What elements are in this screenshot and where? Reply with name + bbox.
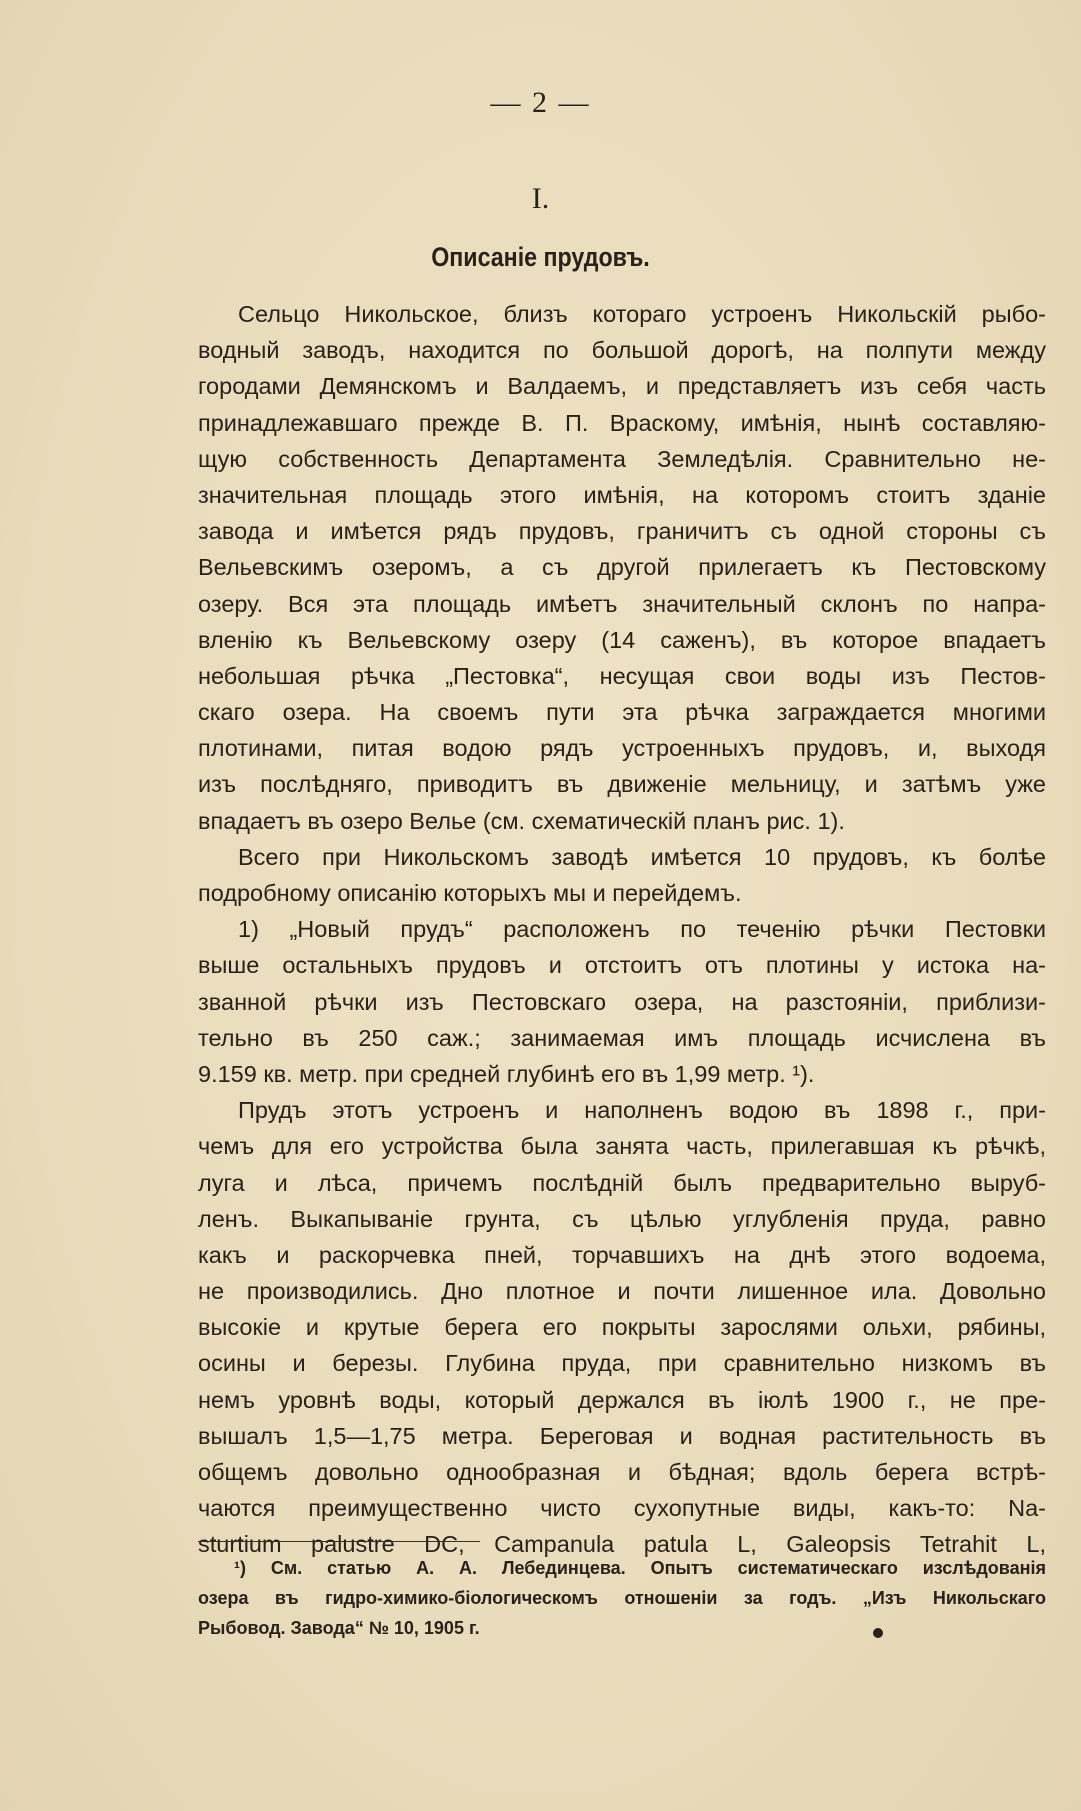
body-line: вышалъ 1,5—1,75 метра. Береговая и водная растительность въ (198, 1422, 1046, 1449)
footnote-line: озера въ гидро-химико-біологическомъ отношеніи за годъ. „Изъ Никольскаго (198, 1588, 1046, 1608)
body-line: ленъ. Выкапываніе грунта, съ цѣлью углубленія пруда, равно (198, 1205, 1046, 1232)
body-line: небольшая рѣчка „Пестовка“, несущая свои воды изъ Пестов- (198, 662, 1046, 689)
body-line: выше остальныхъ прудовъ и отстоитъ отъ плотины у истока на- (198, 952, 1046, 979)
body-line: подробному описанію которыхъ мы и перейдемъ. (198, 880, 742, 906)
page-number: — 2 — (490, 86, 591, 119)
body-line: общемъ довольно однообразная и бѣдная; вдоль берега встрѣ- (198, 1459, 1046, 1485)
body-line: 1) „Новый прудъ“ расположенъ по теченію рѣчки Пестовки (238, 916, 1046, 943)
footnote-line: Рыбовод. Завода“ № 10, 1905 г. (198, 1618, 480, 1638)
body-line: принадлежавшаго прежде В. П. Враскому, имѣнія, нынѣ составляю- (198, 409, 1046, 436)
body-line: Вельевскимъ озеромъ, а съ другой прилегаетъ къ Пестовскому (198, 554, 1046, 581)
ink-dot-mark (873, 1628, 883, 1638)
body-line: плотинами, питая водою рядъ устроенныхъ прудовъ, и, выходя (198, 735, 1046, 762)
footnote (198, 1553, 1046, 1643)
body-line: званной рѣчки изъ Пестовскаго озера, на разстояніи, приблизи- (198, 988, 1046, 1015)
body-line: значительная площадь этого имѣнія, на которомъ стоитъ зданіе (198, 481, 1046, 508)
body-line: завода и имѣется рядъ прудовъ, граничитъ съ одной стороны съ (198, 518, 1046, 545)
body-text (198, 296, 1046, 1563)
section-number: I. (531, 182, 550, 215)
body-line: какъ и раскорчевка пней, торчавшихъ на днѣ этого водоема, (198, 1241, 1046, 1268)
footnote-divider (198, 1541, 480, 1542)
body-line: чаются преимущественно чисто сухопутные виды, какъ-то: Na- (198, 1495, 1046, 1522)
body-line: немъ уровнѣ воды, который держался въ іюлѣ 1900 г., не пре- (198, 1386, 1046, 1413)
body-line: Всего при Никольскомъ заводѣ имѣется 10 прудовъ, къ болѣе (238, 843, 1046, 870)
body-line: городами Демянскомъ и Валдаемъ, и представляетъ изъ себя часть (198, 373, 1046, 400)
body-line: тельно въ 250 саж.; занимаемая имъ площадь исчислена въ (198, 1024, 1046, 1051)
body-line: высокіе и крутые берега его покрыты зарослями ольхи, рябины, (198, 1314, 1046, 1341)
body-line: изъ послѣдняго, приводитъ въ движеніе мельницу, и затѣмъ уже (198, 771, 1046, 798)
body-line: не производились. Дно плотное и почти лишенное ила. Довольно (198, 1278, 1046, 1305)
body-line: осины и березы. Глубина пруда, при сравнительно низкомъ въ (198, 1350, 1046, 1377)
body-line: щую собственность Департамента Земледѣлія. Сравнительно не- (198, 445, 1046, 472)
body-line: Прудъ этотъ устроенъ и наполненъ водою въ 1898 г., при- (238, 1097, 1046, 1124)
body-line: луга и лѣса, причемъ послѣдній былъ предварительно выруб- (198, 1169, 1046, 1196)
body-line: 9.159 кв. метр. при средней глубинѣ его въ 1,99 метр. ¹). (198, 1060, 815, 1087)
footnote-line: ¹) См. статью А. А. Лебединцева. Опытъ систематическаго изслѣдованія (234, 1558, 1046, 1578)
body-line: водный заводъ, находится по большой дорогѣ, на полпути между (198, 337, 1046, 364)
body-line: вленію къ Вельевскому озеру (14 саженъ), въ которое впадаетъ (198, 626, 1046, 653)
body-line: sturtium palustre DC, Campanula patula L, Galeopsis Tetrahit L, (198, 1531, 1046, 1558)
body-line: скаго озера. На своемъ пути эта рѣчка заграждается многими (198, 699, 1046, 726)
body-line: чемъ для его устройства была занята часть, прилегавшая къ рѣчкѣ, (198, 1133, 1046, 1160)
body-line: озеру. Вся эта площадь имѣетъ значительный склонъ по напра- (198, 590, 1046, 617)
body-line: Сельцо Никольское, близъ котораго устроенъ Никольскій рыбо- (238, 301, 1046, 327)
section-title: Описаніе прудовъ. (431, 242, 650, 272)
body-line: впадаетъ въ озеро Велье (см. схематическій планъ рис. 1). (198, 807, 845, 834)
